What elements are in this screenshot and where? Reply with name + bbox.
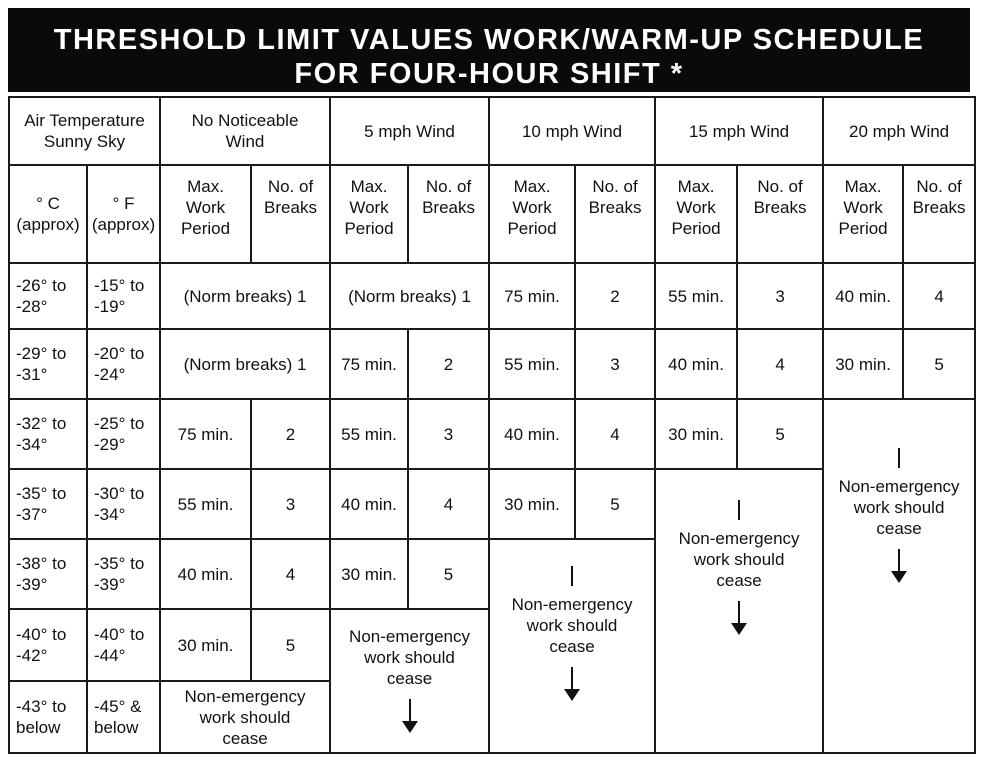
wind-10-header: 10 mph Wind xyxy=(489,97,655,165)
cease-cell-5mph xyxy=(330,609,489,753)
cease-text-1: Non-emergency xyxy=(838,477,960,496)
fahrenheit-header xyxy=(87,165,160,263)
breaks-cell: 2 xyxy=(251,399,330,469)
breaks-cell: 3 xyxy=(408,399,489,469)
work-period-cell: 40 min. xyxy=(330,469,408,539)
work-period-cell: 30 min. xyxy=(655,399,737,469)
header-row-units xyxy=(9,165,975,263)
breaks-cell: 2 xyxy=(575,263,655,329)
fahrenheit-approx: (approx) xyxy=(91,215,156,234)
down-arrow-icon xyxy=(889,549,909,583)
cease-text-3: cease xyxy=(549,637,595,656)
cease-text-3: cease xyxy=(876,519,922,538)
cease-text-1: Non-emergency xyxy=(678,529,800,548)
fahrenheit-cell: -15° to -19° xyxy=(87,263,160,329)
work-period-cell: 75 min. xyxy=(330,329,408,399)
down-arrow-icon xyxy=(400,699,420,733)
breaks-header: No. of Breaks xyxy=(903,165,975,263)
no-wind-label-2: Wind xyxy=(225,132,265,151)
breaks-cell: 5 xyxy=(251,609,330,681)
cease-text-3: cease xyxy=(222,728,268,748)
work-period-cell: 30 min. xyxy=(823,329,903,399)
cease-text-2: work should xyxy=(364,648,455,667)
work-period-cell: 40 min. xyxy=(489,399,575,469)
breaks-cell: 5 xyxy=(575,469,655,539)
breaks-cell: 5 xyxy=(408,539,489,609)
breaks-cell: 4 xyxy=(251,539,330,609)
breaks-cell: 3 xyxy=(575,329,655,399)
cease-text-3: cease xyxy=(716,571,762,590)
fahrenheit-cell: -35° to -39° xyxy=(87,539,160,609)
celsius-cell: -32° to -34° xyxy=(9,399,87,469)
max-work-header: Max. Work Period xyxy=(160,165,251,263)
title-line-1: THRESHOLD LIMIT VALUES WORK/WARM-UP SCHEDULE xyxy=(53,24,925,56)
table-row xyxy=(9,263,975,329)
down-arrow-icon xyxy=(729,601,749,635)
breaks-cell: 5 xyxy=(903,329,975,399)
fahrenheit-cell: -30° to -34° xyxy=(87,469,160,539)
table-row xyxy=(9,329,975,399)
work-period-cell: 55 min. xyxy=(330,399,408,469)
work-warmup-table xyxy=(8,96,976,754)
celsius-unit: ° C xyxy=(36,194,60,213)
cease-cell-20mph xyxy=(823,399,975,753)
work-period-cell: 75 min. xyxy=(489,263,575,329)
work-period-cell: 30 min. xyxy=(160,609,251,681)
air-temperature-header xyxy=(9,97,160,165)
tick-mark xyxy=(898,448,900,468)
wind-5-header: 5 mph Wind xyxy=(330,97,489,165)
breaks-header: No. of Breaks xyxy=(408,165,489,263)
tick-mark xyxy=(738,500,740,520)
cease-text-1: Non-emergency xyxy=(349,627,470,646)
norm-breaks-cell: (Norm breaks) 1 xyxy=(160,263,330,329)
work-period-cell: 30 min. xyxy=(489,469,575,539)
breaks-header: No. of Breaks xyxy=(251,165,330,263)
celsius-cell: -43° to below xyxy=(9,681,87,753)
tick-mark xyxy=(571,566,573,586)
fahrenheit-cell: -45° & below xyxy=(87,681,160,753)
work-period-cell: 55 min. xyxy=(489,329,575,399)
cease-text-1: Non-emergency xyxy=(184,686,306,706)
cease-cell-15mph xyxy=(655,469,823,753)
work-period-cell: 40 min. xyxy=(655,329,737,399)
max-work-header: Max. Work Period xyxy=(823,165,903,263)
breaks-cell: 4 xyxy=(737,329,823,399)
down-arrow-icon xyxy=(562,667,582,701)
cease-cell-no-wind xyxy=(160,681,330,753)
norm-breaks-cell: (Norm breaks) 1 xyxy=(160,329,330,399)
norm-breaks-cell: (Norm breaks) 1 xyxy=(330,263,489,329)
breaks-cell: 4 xyxy=(408,469,489,539)
fahrenheit-cell: -25° to -29° xyxy=(87,399,160,469)
work-period-cell: 75 min. xyxy=(160,399,251,469)
celsius-cell: -29° to -31° xyxy=(9,329,87,399)
work-period-cell: 30 min. xyxy=(330,539,408,609)
celsius-cell: -38° to -39° xyxy=(9,539,87,609)
celsius-approx: (approx) xyxy=(16,215,80,234)
title-banner xyxy=(8,8,970,92)
breaks-cell: 4 xyxy=(903,263,975,329)
celsius-cell: -26° to -28° xyxy=(9,263,87,329)
work-period-cell: 40 min. xyxy=(160,539,251,609)
sunny-sky-label: Sunny Sky xyxy=(43,132,126,151)
cease-text-2: work should xyxy=(199,707,291,727)
celsius-cell: -40° to -42° xyxy=(9,609,87,681)
cease-text-2: work should xyxy=(853,498,945,517)
cease-text-2: work should xyxy=(693,550,785,569)
fahrenheit-cell: -40° to -44° xyxy=(87,609,160,681)
air-temp-label: Air Temperature xyxy=(24,111,145,130)
breaks-cell: 3 xyxy=(737,263,823,329)
breaks-header: No. of Breaks xyxy=(575,165,655,263)
work-period-cell: 55 min. xyxy=(160,469,251,539)
table-row xyxy=(9,399,975,469)
breaks-cell: 2 xyxy=(408,329,489,399)
cease-text-3: cease xyxy=(386,669,433,688)
celsius-cell: -35° to -37° xyxy=(9,469,87,539)
wind-20-header: 20 mph Wind xyxy=(823,97,975,165)
breaks-header: No. of Breaks xyxy=(737,165,823,263)
max-work-header: Max. Work Period xyxy=(330,165,408,263)
work-period-cell: 55 min. xyxy=(655,263,737,329)
celsius-header xyxy=(9,165,87,263)
cease-cell-10mph xyxy=(489,539,655,753)
cease-text-1: Non-emergency xyxy=(511,595,633,614)
fahrenheit-cell: -20° to -24° xyxy=(87,329,160,399)
max-work-header: Max. Work Period xyxy=(655,165,737,263)
max-work-header: Max. Work Period xyxy=(489,165,575,263)
title-line-2: FOR FOUR-HOUR SHIFT * xyxy=(294,58,684,90)
no-wind-header xyxy=(160,97,330,165)
work-period-cell: 40 min. xyxy=(823,263,903,329)
fahrenheit-unit: ° F xyxy=(112,194,135,213)
wind-15-header: 15 mph Wind xyxy=(655,97,823,165)
no-wind-label-1: No Noticeable xyxy=(191,111,299,130)
breaks-cell: 5 xyxy=(737,399,823,469)
header-row-wind xyxy=(9,97,975,165)
breaks-cell: 3 xyxy=(251,469,330,539)
breaks-cell: 4 xyxy=(575,399,655,469)
cease-text-2: work should xyxy=(526,616,618,635)
